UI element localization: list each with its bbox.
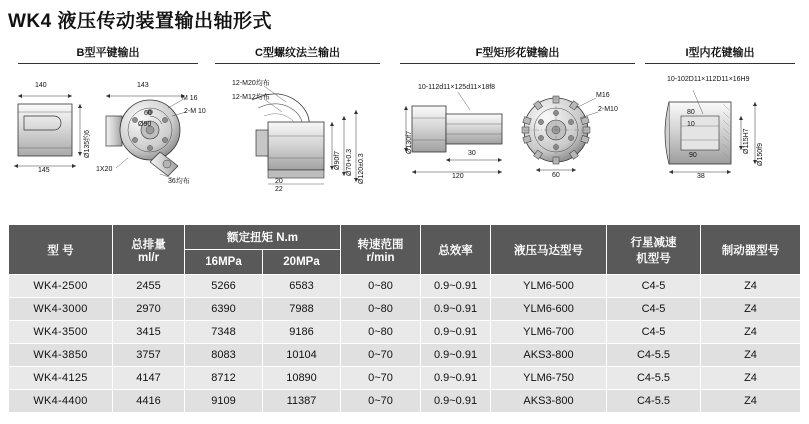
label-f-2m10: 2-M10: [598, 106, 618, 113]
cell-reducer-model: C4-5: [607, 321, 701, 344]
diagram-type-c: [212, 66, 394, 196]
cell-efficiency: 0.9~0.91: [421, 367, 491, 390]
cell-motor-model: YLM6-700: [491, 321, 607, 344]
th-reducer-line1: 行星减速: [630, 236, 677, 249]
cell-reducer-model: C4-5: [607, 275, 701, 298]
table-header: [9, 225, 801, 275]
cell-torque-16: 6390: [185, 298, 263, 321]
cell-displacement: 2455: [113, 275, 185, 298]
cell-torque-16: 7348: [185, 321, 263, 344]
diagram-header-type-f: F型矩形花键输出: [400, 44, 635, 64]
cell-displacement: 3757: [113, 344, 185, 367]
cell-torque-16: 8712: [185, 367, 263, 390]
cell-displacement: 2970: [113, 298, 185, 321]
label-b-m16: M 16: [182, 95, 198, 102]
label-b-1x20: 1X20: [96, 166, 113, 173]
label-i-80: 80: [687, 109, 695, 116]
cell-speed: 0~80: [341, 321, 421, 344]
diagram-type-i-drawing: [645, 66, 800, 196]
label-b-2m10: 2-M 10: [184, 108, 206, 115]
cell-brake-model: Z4: [701, 390, 801, 413]
cell-motor-model: YLM6-750: [491, 367, 607, 390]
cell-reducer-model: C4-5.5: [607, 344, 701, 367]
label-b-140: 140: [35, 82, 47, 89]
diagram-header-type-i: I型内花键输出: [645, 44, 795, 64]
label-f-30: 30: [468, 150, 476, 157]
label-c-20: 20: [275, 178, 283, 185]
th-speed-line2: r/min: [366, 251, 395, 264]
cell-efficiency: 0.9~0.91: [421, 275, 491, 298]
label-b-36: 36均布: [168, 178, 190, 185]
table-row: [9, 321, 801, 344]
th-torque: 额定扭矩 N.m: [185, 225, 341, 250]
cell-displacement: 4147: [113, 367, 185, 390]
cell-motor-model: AKS3-800: [491, 390, 607, 413]
diagram-type-i: [645, 66, 800, 196]
th-displacement-line1: 总排量: [131, 238, 166, 251]
label-i-spline: 10-102D11×112D11×16H9: [667, 76, 750, 83]
th-model: 型 号: [9, 225, 113, 275]
cell-speed: 0~70: [341, 344, 421, 367]
table-row: [9, 367, 801, 390]
cell-reducer-model: C4-5.5: [607, 390, 701, 413]
th-displacement: [113, 225, 185, 275]
label-c-m20: 12-M20均布: [232, 80, 270, 87]
diagram-type-f: [398, 66, 643, 196]
cell-speed: 0~80: [341, 275, 421, 298]
cell-torque-20: 7988: [263, 298, 341, 321]
cell-efficiency: 0.9~0.91: [421, 298, 491, 321]
label-i-10: 10: [687, 121, 695, 128]
specification-table: [8, 224, 801, 413]
cell-torque-16: 8083: [185, 344, 263, 367]
cell-brake-model: Z4: [701, 298, 801, 321]
cell-torque-20: 10104: [263, 344, 341, 367]
label-b-143: 143: [137, 82, 149, 89]
label-f-120: 120: [452, 173, 464, 180]
cell-model: WK4-4125: [9, 367, 113, 390]
table-row: [9, 344, 801, 367]
th-efficiency: 总效率: [421, 225, 491, 275]
th-reducer-model: [607, 225, 701, 275]
cell-speed: 0~80: [341, 298, 421, 321]
cell-displacement: 4416: [113, 390, 185, 413]
cell-torque-20: 10890: [263, 367, 341, 390]
cell-displacement: 3415: [113, 321, 185, 344]
cell-model: WK4-3850: [9, 344, 113, 367]
cell-reducer-model: C4-5.5: [607, 367, 701, 390]
label-c-22: 22: [275, 186, 283, 193]
label-c-d90f7: Ø90f7: [334, 150, 341, 170]
cell-speed: 0~70: [341, 390, 421, 413]
cell-brake-model: Z4: [701, 275, 801, 298]
label-f-spline: 10-112d11×125d11×18f8: [418, 84, 496, 91]
label-b-60: 60: [144, 110, 152, 117]
cell-motor-model: YLM6-600: [491, 298, 607, 321]
th-reducer-line2: 机型号: [636, 252, 671, 265]
cell-efficiency: 0.9~0.91: [421, 321, 491, 344]
cell-speed: 0~70: [341, 367, 421, 390]
label-f-m16: M16: [596, 92, 610, 99]
cell-efficiency: 0.9~0.91: [421, 390, 491, 413]
cell-torque-20: 11387: [263, 390, 341, 413]
cell-model: WK4-2500: [9, 275, 113, 298]
label-c-m12: 12-M12均布: [232, 94, 270, 101]
label-f-d130: Ø130f7: [406, 131, 413, 154]
cell-model: WK4-4400: [9, 390, 113, 413]
label-i-90: 90: [689, 152, 697, 159]
label-c-d70: Ø70+0.3: [346, 148, 353, 176]
cell-model: WK4-3500: [9, 321, 113, 344]
th-speed: [341, 225, 421, 275]
diagram-type-b: [10, 66, 206, 196]
label-f-60: 60: [552, 172, 560, 179]
page-title: WK4 液压传动装置输出轴形式: [8, 11, 273, 32]
cell-motor-model: AKS3-800: [491, 344, 607, 367]
label-b-d135: Ø135约6: [84, 129, 91, 158]
cell-torque-16: 5266: [185, 275, 263, 298]
th-speed-line1: 转速范围: [357, 238, 404, 251]
table-row: [9, 390, 801, 413]
cell-torque-20: 6583: [263, 275, 341, 298]
th-brake-model: 制动器型号: [701, 225, 801, 275]
label-i-d150: Ø150f9: [757, 143, 764, 166]
th-torque-20: 20MPa: [263, 250, 341, 275]
cell-reducer-model: C4-5: [607, 298, 701, 321]
cell-efficiency: 0.9~0.91: [421, 344, 491, 367]
table-header-row-1: [9, 225, 801, 250]
label-c-d120: Ø120±0.3: [358, 153, 365, 184]
label-i-38: 38: [697, 173, 705, 180]
cell-model: WK4-3000: [9, 298, 113, 321]
label-b-145: 145: [38, 167, 50, 174]
table-row: [9, 275, 801, 298]
table-body: [9, 275, 801, 413]
diagram-header-type-b: B型平键输出: [18, 44, 198, 64]
th-displacement-line2: ml/r: [137, 251, 160, 264]
cell-brake-model: Z4: [701, 344, 801, 367]
th-motor-model: 液压马达型号: [491, 225, 607, 275]
cell-torque-20: 9186: [263, 321, 341, 344]
diagram-header-type-c: C型螺纹法兰输出: [215, 44, 380, 64]
th-torque-16: 16MPa: [185, 250, 263, 275]
label-i-d115: Ø115H7: [743, 128, 750, 154]
cell-brake-model: Z4: [701, 367, 801, 390]
label-b-d90: Ø90: [138, 121, 152, 128]
cell-brake-model: Z4: [701, 321, 801, 344]
cell-torque-16: 9109: [185, 390, 263, 413]
table-row: [9, 298, 801, 321]
cell-motor-model: YLM6-500: [491, 275, 607, 298]
